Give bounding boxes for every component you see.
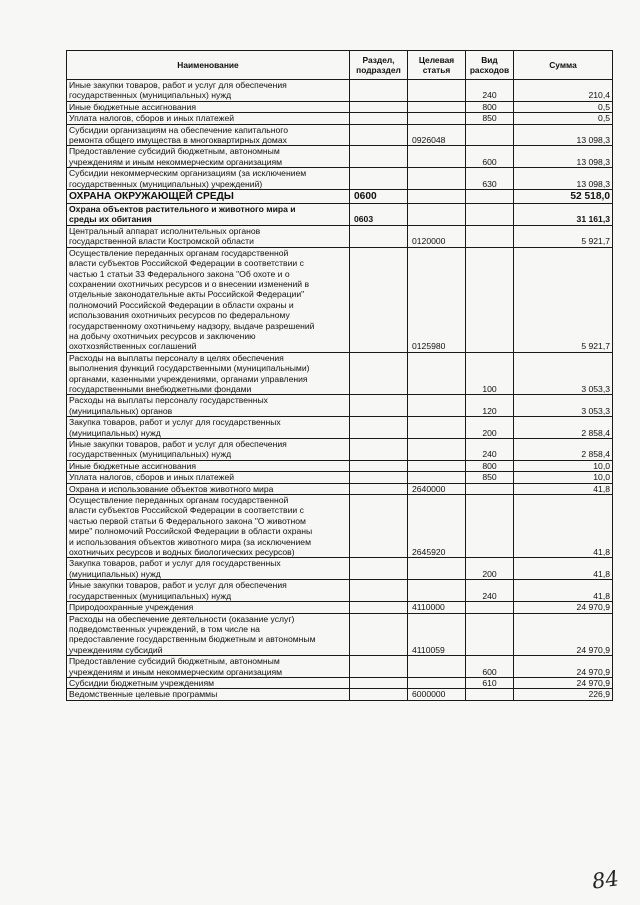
cell-razdel <box>350 689 408 700</box>
cell-summa: 226,9 <box>514 689 613 700</box>
cell-vid <box>466 689 514 700</box>
cell-razdel <box>350 558 408 580</box>
cell-vid: 850 <box>466 472 514 483</box>
cell-razdel <box>350 168 408 190</box>
table-body <box>67 80 613 701</box>
cell-summa: 41,8 <box>514 580 613 602</box>
cell-tsel: 2645920 <box>408 495 466 558</box>
cell-name: Иные бюджетные ассигнования <box>67 460 350 471</box>
cell-name: Осуществление переданных органам государственной власти субъектов Российской Федерации в соответствии с частью первой статьи 6 Федерального закона "О животном мире" полномочий Российской Федерации в области охраны и использования объектов животного мира (за исключением охотничьих ресурсов и водных биологических ресурсов) <box>67 495 350 558</box>
cell-tsel <box>408 101 466 112</box>
cell-summa: 24 970,9 <box>514 613 613 656</box>
cell-summa: 13 098,3 <box>514 146 613 168</box>
cell-vid: 200 <box>466 558 514 580</box>
cell-vid: 240 <box>466 580 514 602</box>
cell-name: Осуществление переданных органам государственной власти субъектов Российской Федерации в соответствии с частью 1 статьи 33 Федерального закона "Об охоте и о сохранении охотничьих ресурсов и о внесении изменений в отдельные законодательные акты Российской Федерации" полномочий Российской Федерации в области охраны и использования охотничьих ресурсов по федеральному государственному охотничьему надзору, выдаче разрешений на добычу охотничьих ресурсов и заключению охотхозяйственных соглашений <box>67 247 350 352</box>
cell-razdel <box>350 656 408 678</box>
cell-tsel <box>408 204 466 226</box>
header-summa: Сумма <box>514 51 613 80</box>
table-row <box>67 80 613 102</box>
cell-summa: 13 098,3 <box>514 168 613 190</box>
cell-tsel <box>408 417 466 439</box>
cell-name: Расходы на выплаты персоналу в целях обеспечения выполнения функций государственными (муниципальными) органами, казенными учреждениями, органами управления государственными внебюджетными фондами <box>67 352 350 395</box>
table-row <box>67 146 613 168</box>
cell-tsel <box>408 146 466 168</box>
cell-vid: 800 <box>466 101 514 112</box>
cell-summa: 0,5 <box>514 113 613 124</box>
cell-summa: 10,0 <box>514 472 613 483</box>
cell-vid: 240 <box>466 80 514 102</box>
cell-name: Закупка товаров, работ и услуг для государственных (муниципальных) нужд <box>67 558 350 580</box>
cell-summa: 5 921,7 <box>514 225 613 247</box>
table-row <box>67 495 613 558</box>
header-vid: Вид расходов <box>466 51 514 80</box>
cell-tsel <box>408 190 466 204</box>
cell-summa: 2 858,4 <box>514 439 613 461</box>
table-row <box>67 677 613 688</box>
cell-razdel: 0603 <box>350 204 408 226</box>
cell-name: Субсидии некоммерческим организациям (за исключением государственных (муниципальных) учреждений) <box>67 168 350 190</box>
cell-name: Природоохранные учреждения <box>67 602 350 613</box>
table-row <box>67 168 613 190</box>
header-name: Наименование <box>67 51 350 80</box>
cell-tsel: 2640000 <box>408 483 466 494</box>
table-row <box>67 483 613 494</box>
cell-vid <box>466 190 514 204</box>
cell-razdel <box>350 483 408 494</box>
cell-razdel <box>350 417 408 439</box>
cell-razdel <box>350 80 408 102</box>
cell-razdel: 0600 <box>350 190 408 204</box>
table-row <box>67 190 613 204</box>
cell-vid: 800 <box>466 460 514 471</box>
cell-name: Расходы на выплаты персоналу государственных (муниципальных) органов <box>67 395 350 417</box>
cell-name: Иные бюджетные ассигнования <box>67 101 350 112</box>
cell-summa: 41,8 <box>514 558 613 580</box>
cell-name: Предоставление субсидий бюджетным, автономным учреждениям и иным некоммерческим организациям <box>67 656 350 678</box>
cell-tsel <box>408 558 466 580</box>
cell-vid: 200 <box>466 417 514 439</box>
cell-name: Уплата налогов, сборов и иных платежей <box>67 113 350 124</box>
cell-tsel <box>408 395 466 417</box>
cell-summa: 5 921,7 <box>514 247 613 352</box>
cell-razdel <box>350 352 408 395</box>
cell-name: Субсидии бюджетным учреждениям <box>67 677 350 688</box>
cell-summa: 24 970,9 <box>514 602 613 613</box>
budget-table <box>66 50 613 701</box>
cell-name: Уплата налогов, сборов и иных платежей <box>67 472 350 483</box>
cell-summa: 3 053,3 <box>514 352 613 395</box>
cell-tsel <box>408 113 466 124</box>
cell-tsel: 0125980 <box>408 247 466 352</box>
cell-name: Субсидии организациям на обеспечение капитального ремонта общего имущества в многоквартирных домах <box>67 124 350 146</box>
cell-summa: 3 053,3 <box>514 395 613 417</box>
cell-name: Охрана и использование объектов животного мира <box>67 483 350 494</box>
cell-name: Ведомственные целевые программы <box>67 689 350 700</box>
table-row <box>67 689 613 700</box>
cell-vid: 100 <box>466 352 514 395</box>
header-razdel: Раздел, подраздел <box>350 51 408 80</box>
table-row <box>67 395 613 417</box>
cell-vid <box>466 495 514 558</box>
table-row <box>67 602 613 613</box>
cell-tsel <box>408 580 466 602</box>
cell-razdel <box>350 124 408 146</box>
cell-summa: 41,8 <box>514 495 613 558</box>
cell-tsel <box>408 656 466 678</box>
cell-tsel <box>408 352 466 395</box>
cell-name: Расходы на обеспечение деятельности (оказание услуг) подведомственных учреждений, в том числе на предоставление государственным бюджетным и автономным учреждениям субсидий <box>67 613 350 656</box>
cell-vid: 850 <box>466 113 514 124</box>
cell-razdel <box>350 395 408 417</box>
cell-razdel <box>350 677 408 688</box>
cell-razdel <box>350 495 408 558</box>
cell-vid: 600 <box>466 656 514 678</box>
table-row <box>67 472 613 483</box>
cell-summa: 41,8 <box>514 483 613 494</box>
page-number: 84 <box>590 866 621 894</box>
cell-tsel: 0926048 <box>408 124 466 146</box>
cell-name: Охрана объектов растительного и животного мира и среды их обитания <box>67 204 350 226</box>
cell-vid <box>466 247 514 352</box>
table-row <box>67 439 613 461</box>
table-row <box>67 247 613 352</box>
cell-vid <box>466 225 514 247</box>
cell-vid: 120 <box>466 395 514 417</box>
cell-razdel <box>350 247 408 352</box>
cell-summa: 24 970,9 <box>514 677 613 688</box>
cell-razdel <box>350 113 408 124</box>
cell-name: Центральный аппарат исполнительных органов государственной власти Костромской области <box>67 225 350 247</box>
cell-razdel <box>350 460 408 471</box>
table-row <box>67 101 613 112</box>
cell-vid <box>466 613 514 656</box>
cell-summa: 10,0 <box>514 460 613 471</box>
table-row <box>67 656 613 678</box>
cell-razdel <box>350 101 408 112</box>
cell-summa: 52 518,0 <box>514 190 613 204</box>
cell-summa: 24 970,9 <box>514 656 613 678</box>
cell-summa: 31 161,3 <box>514 204 613 226</box>
cell-name: Предоставление субсидий бюджетным, автономным учреждениям и иным некоммерческим организациям <box>67 146 350 168</box>
table-row <box>67 124 613 146</box>
cell-razdel <box>350 602 408 613</box>
cell-vid <box>466 124 514 146</box>
table-row <box>67 460 613 471</box>
cell-vid: 630 <box>466 168 514 190</box>
table-row <box>67 113 613 124</box>
cell-razdel <box>350 439 408 461</box>
cell-summa: 13 098,3 <box>514 124 613 146</box>
cell-tsel <box>408 472 466 483</box>
cell-tsel <box>408 460 466 471</box>
table-header <box>67 51 613 80</box>
cell-tsel <box>408 80 466 102</box>
cell-tsel: 4110059 <box>408 613 466 656</box>
table-row <box>67 580 613 602</box>
cell-tsel <box>408 677 466 688</box>
cell-name: Иные закупки товаров, работ и услуг для обеспечения государственных (муниципальных) нужд <box>67 439 350 461</box>
cell-razdel <box>350 613 408 656</box>
cell-name: Иные закупки товаров, работ и услуг для обеспечения государственных (муниципальных) нужд <box>67 80 350 102</box>
cell-vid <box>466 602 514 613</box>
cell-razdel <box>350 580 408 602</box>
cell-vid: 600 <box>466 146 514 168</box>
table-row <box>67 417 613 439</box>
cell-summa: 2 858,4 <box>514 417 613 439</box>
cell-tsel: 0120000 <box>408 225 466 247</box>
table-row <box>67 204 613 226</box>
cell-vid <box>466 204 514 226</box>
table-row <box>67 225 613 247</box>
cell-summa: 0,5 <box>514 101 613 112</box>
table-row <box>67 352 613 395</box>
header-tsel: Целевая статья <box>408 51 466 80</box>
cell-vid: 240 <box>466 439 514 461</box>
cell-tsel: 6000000 <box>408 689 466 700</box>
cell-razdel <box>350 146 408 168</box>
cell-name: ОХРАНА ОКРУЖАЮЩЕЙ СРЕДЫ <box>67 190 350 204</box>
cell-name: Иные закупки товаров, работ и услуг для обеспечения государственных (муниципальных) нужд <box>67 580 350 602</box>
table-row <box>67 558 613 580</box>
cell-vid <box>466 483 514 494</box>
cell-tsel <box>408 168 466 190</box>
cell-name: Закупка товаров, работ и услуг для государственных (муниципальных) нужд <box>67 417 350 439</box>
table-row <box>67 613 613 656</box>
cell-vid: 610 <box>466 677 514 688</box>
cell-tsel <box>408 439 466 461</box>
header-row <box>67 51 613 80</box>
cell-tsel: 4110000 <box>408 602 466 613</box>
cell-summa: 210,4 <box>514 80 613 102</box>
cell-razdel <box>350 225 408 247</box>
cell-razdel <box>350 472 408 483</box>
